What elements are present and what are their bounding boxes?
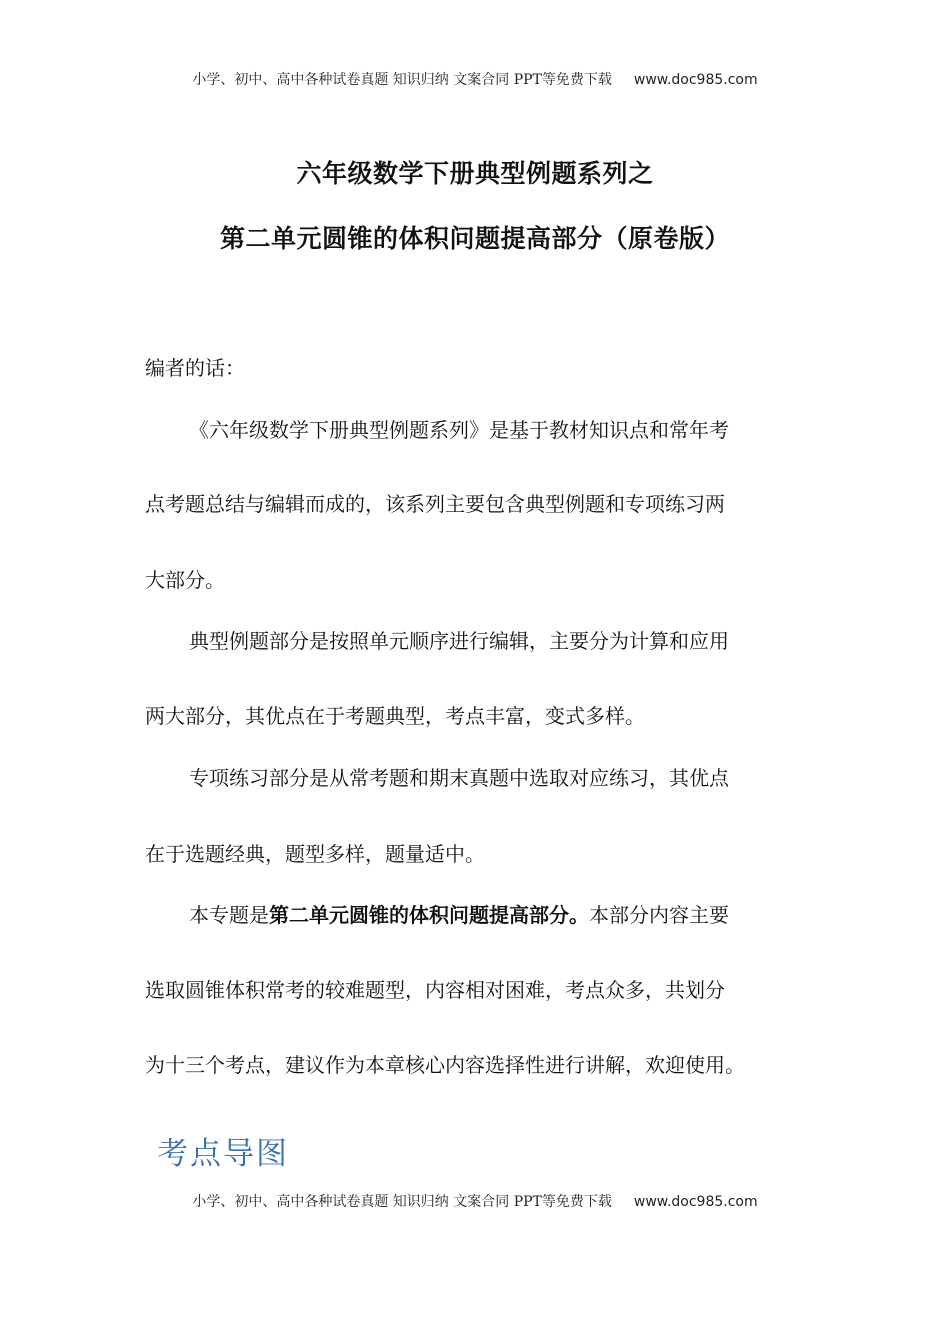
paragraph-4-topic-bold: 第二单元圆锥的体积问题提高部分。 (269, 903, 589, 927)
paragraph-4-line-1 (189, 899, 729, 928)
header-site-link[interactable]: www.doc985.com (633, 72, 758, 88)
page-footer (0, 1191, 950, 1211)
paragraph-4-line-2: 选取圆锥体积常考的较难题型，内容相对困难，考点众多，共划分 (145, 978, 725, 1002)
footer-site-link[interactable]: www.doc985.com (633, 1194, 758, 1210)
paragraph-3-line-1: 专项练习部分是从常考题和期末真题中选取对应练习，其优点 (189, 766, 729, 790)
footer-text: 小学、初中、高中各种试卷真题 知识归纳 文案合同 PPT等免费下载 (192, 1194, 612, 1210)
paragraph-1-line-1: 《六年级数学下册典型例题系列》是基于教材知识点和常年考 (189, 418, 729, 442)
paragraph-3-line-2: 在于选题经典，题型多样，题量适中。 (145, 842, 485, 866)
section-heading-mindmap: 考点导图 (157, 1136, 289, 1172)
paragraph-4-continuation: 本部分内容主要 (589, 903, 729, 927)
paragraph-4-intro: 本专题是 (189, 903, 269, 927)
document-title-line-1: 六年级数学下册典型例题系列之 (296, 159, 654, 188)
header-text: 小学、初中、高中各种试卷真题 知识归纳 文案合同 PPT等免费下载 (192, 72, 612, 88)
paragraph-1-line-3: 大部分。 (145, 568, 225, 592)
paragraph-4-line-3: 为十三个考点，建议作为本章核心内容选择性进行讲解，欢迎使用。 (145, 1053, 745, 1077)
editor-note-label: 编者的话： (145, 356, 245, 380)
page-header (0, 69, 950, 89)
paragraph-2-line-1: 典型例题部分是按照单元顺序进行编辑，主要分为计算和应用 (189, 629, 729, 653)
paragraph-1-line-2: 点考题总结与编辑而成的，该系列主要包含典型例题和专项练习两 (145, 492, 725, 516)
document-title-line-2: 第二单元圆锥的体积问题提高部分（原卷版） (219, 224, 730, 253)
paragraph-2-line-2: 两大部分，其优点在于考题典型，考点丰富，变式多样。 (145, 704, 645, 728)
